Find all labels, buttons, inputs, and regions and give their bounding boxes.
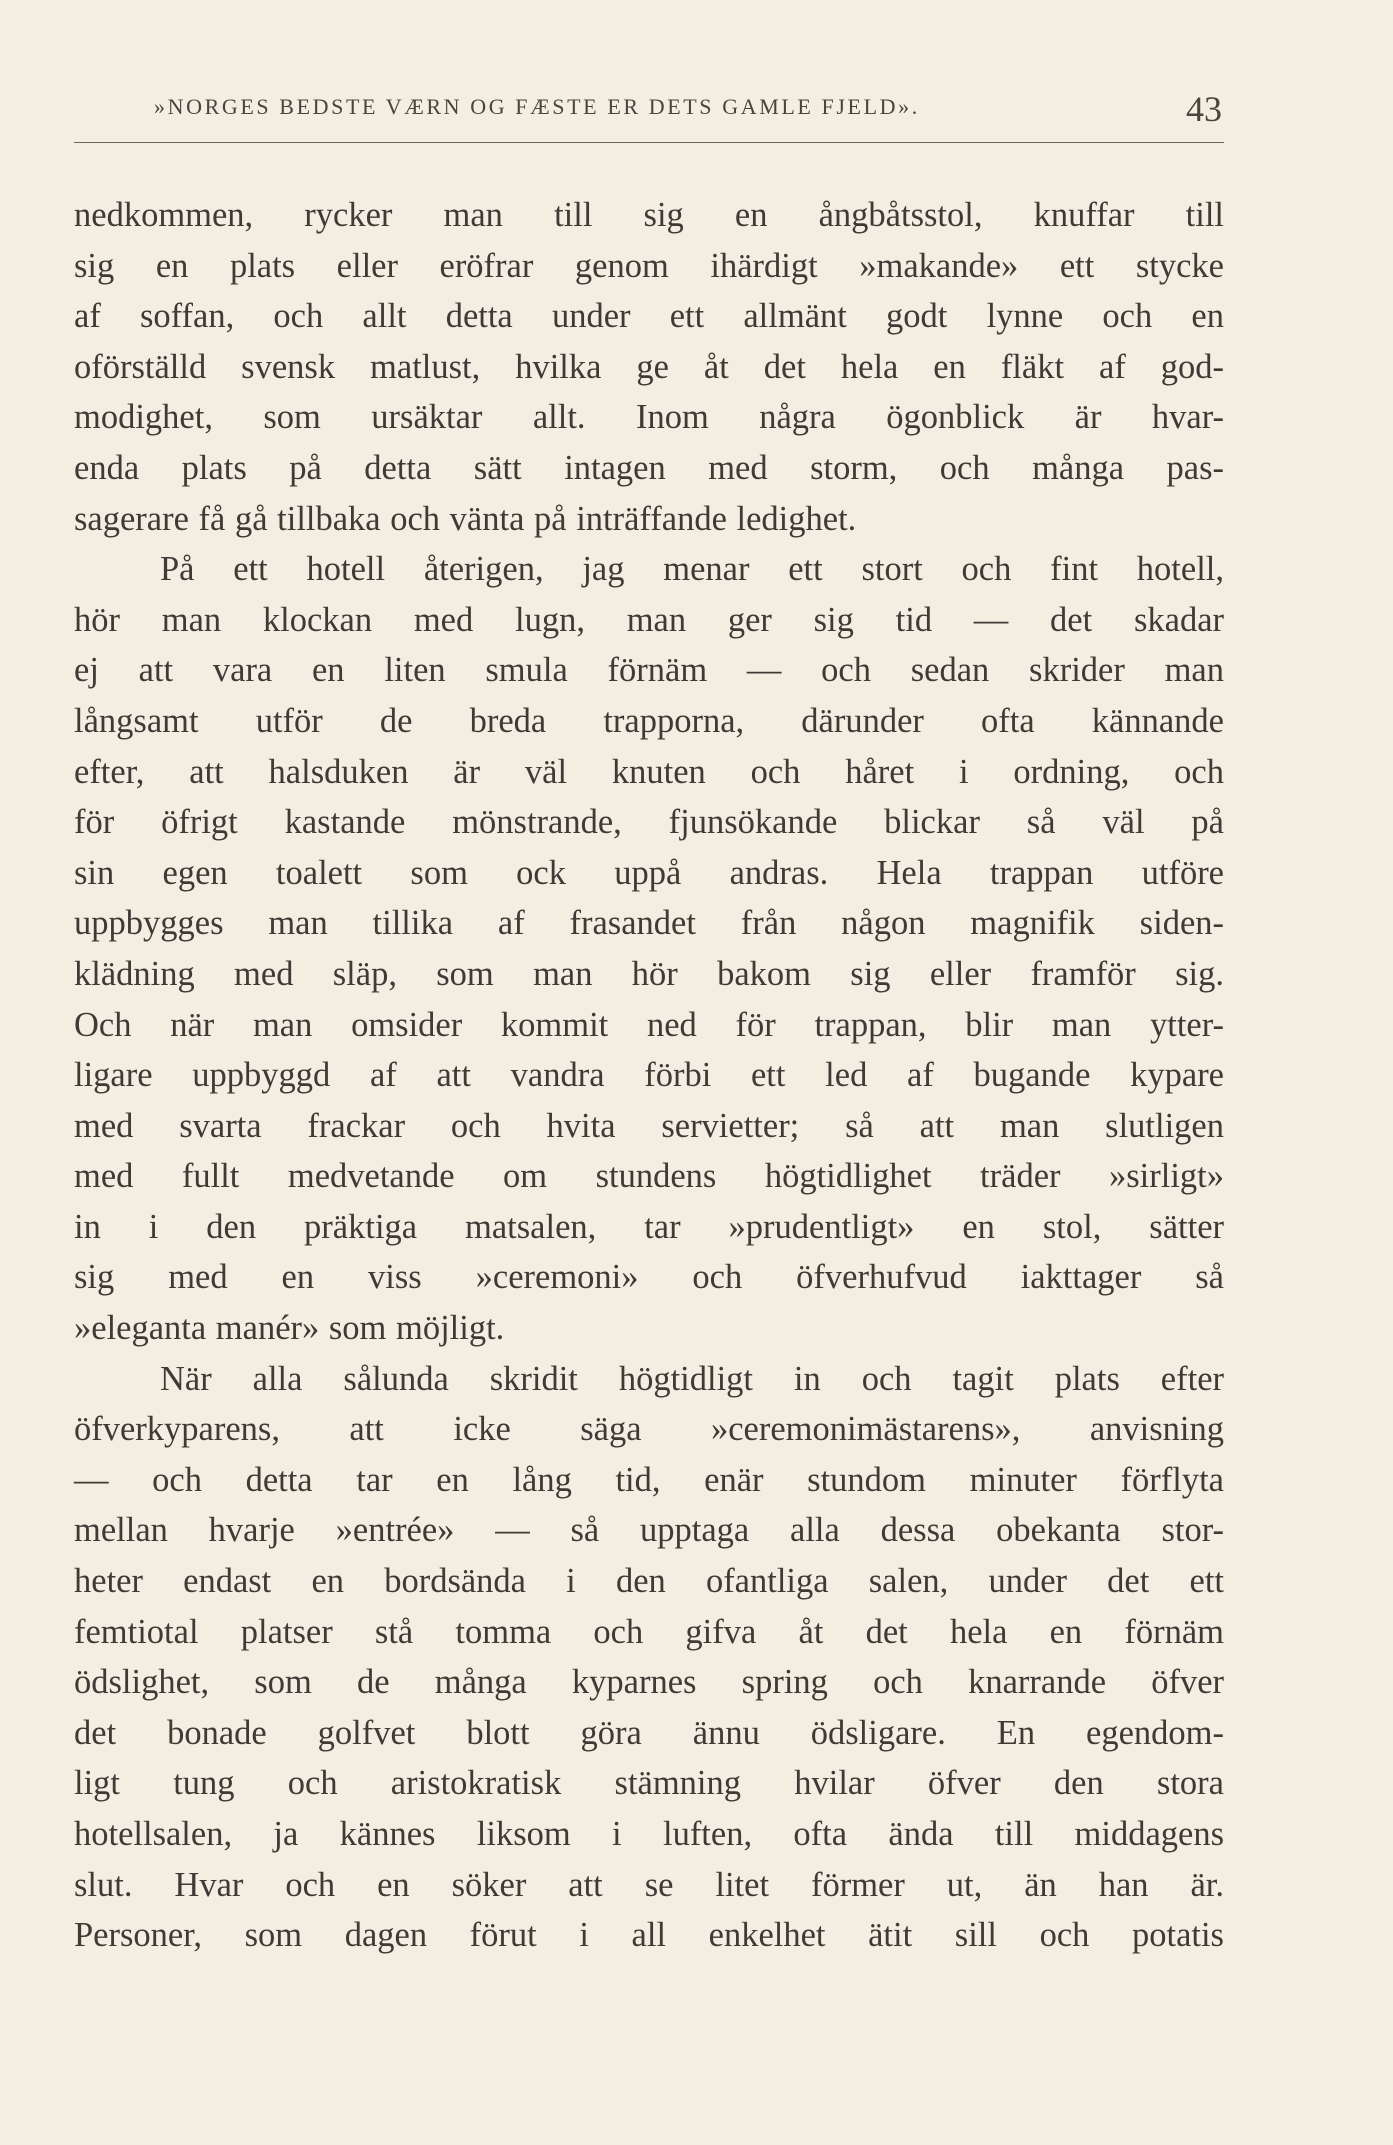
text-line: sin egen toalett som ock uppå andras. Hela trappan utföre: [74, 853, 1224, 892]
text-line: sagerare få gå tillbaka och vänta på inträffande ledighet.: [74, 499, 857, 538]
text-line: — och detta tar en lång tid, enär stundom minuter förflyta: [74, 1460, 1224, 1499]
text-line: långsamt utför de breda trapporna, därunder ofta kännande: [74, 701, 1224, 740]
text-line: uppbygges man tillika af frasandet från någon magnifik siden-: [74, 904, 1224, 943]
running-head: »NORGES BEDSTE VÆRN OG FÆSTE ER DETS GAMLE FJELD».: [154, 94, 920, 119]
text-line: ödslighet, som de många kyparnes spring och knarrande öfver: [74, 1663, 1224, 1702]
text-line: öfverkyparens, att icke säga »ceremonimästarens», anvisning: [74, 1410, 1224, 1449]
text-line: med svarta frackar och hvita servietter; så att man slutligen: [74, 1106, 1224, 1145]
text-line: »eleganta manér» som möjligt.: [74, 1309, 505, 1348]
text-line: enda plats på detta sätt intagen med storm, och många pas-: [74, 448, 1224, 487]
text-line: modighet, som ursäktar allt. Inom några ögonblick är hvar-: [74, 398, 1224, 437]
text-line: af soffan, och allt detta under ett allmänt godt lynne och en: [74, 297, 1224, 336]
text-line: Och när man omsider kommit ned för trappan, blir man ytter-: [74, 1005, 1224, 1044]
text-line: klädning med släp, som man hör bakom sig eller framför sig.: [74, 954, 1224, 993]
text-line: heter endast en bordsända i den ofantliga salen, under det ett: [74, 1562, 1224, 1601]
text-line: in i den präktiga matsalen, tar »prudentligt» en stol, sätter: [74, 1207, 1224, 1246]
page-number: 43: [1186, 89, 1222, 129]
text-line: oförställd svensk matlust, hvilka ge åt det hela en fläkt af god-: [74, 347, 1224, 386]
text-line: femtiotal platser stå tomma och gifva åt det hela en förnäm: [74, 1612, 1224, 1651]
text-line: ligare uppbyggd af att vandra förbi ett led af bugande kypare: [74, 1056, 1224, 1095]
page-header: [74, 88, 1224, 136]
text-line: ej att vara en liten smula förnäm — och sedan skrider man: [74, 651, 1224, 690]
text-line: sig med en viss »ceremoni» och öfverhufvud iakttager så: [74, 1258, 1224, 1297]
text-line: efter, att halsduken är väl knuten och håret i ordning, och: [74, 752, 1224, 791]
text-line: mellan hvarje »entrée» — så upptaga alla dessa obekanta stor-: [74, 1511, 1224, 1550]
text-line: med fullt medvetande om stundens högtidlighet träder »sirligt»: [74, 1157, 1224, 1196]
text-line: På ett hotell återigen, jag menar ett stort och fint hotell,: [160, 550, 1224, 589]
text-line: slut. Hvar och en söker att se litet förmer ut, än han är.: [74, 1865, 1224, 1904]
text-line: det bonade golfvet blott göra ännu ödsligare. En egendom-: [74, 1713, 1224, 1752]
text-line: ligt tung och aristokratisk stämning hvilar öfver den stora: [74, 1764, 1224, 1803]
text-line: Personer, som dagen förut i all enkelhet ätit sill och potatis: [74, 1916, 1224, 1955]
header-rule: [74, 142, 1224, 143]
body-text: [74, 190, 1224, 1961]
text-line: hör man klockan med lugn, man ger sig tid — det skadar: [74, 600, 1224, 639]
text-line: sig en plats eller eröfrar genom ihärdigt »makande» ett stycke: [74, 246, 1224, 285]
text-line: nedkommen, rycker man till sig en ångbåtsstol, knuffar till: [74, 196, 1224, 234]
text-line: hotellsalen, ja kännes liksom i luften, ofta ända till middagens: [74, 1815, 1224, 1853]
text-line: för öfrigt kastande mönstrande, fjunsökande blickar så väl på: [74, 803, 1224, 842]
text-line: När alla sålunda skridit högtidligt in och tagit plats efter: [160, 1359, 1224, 1398]
